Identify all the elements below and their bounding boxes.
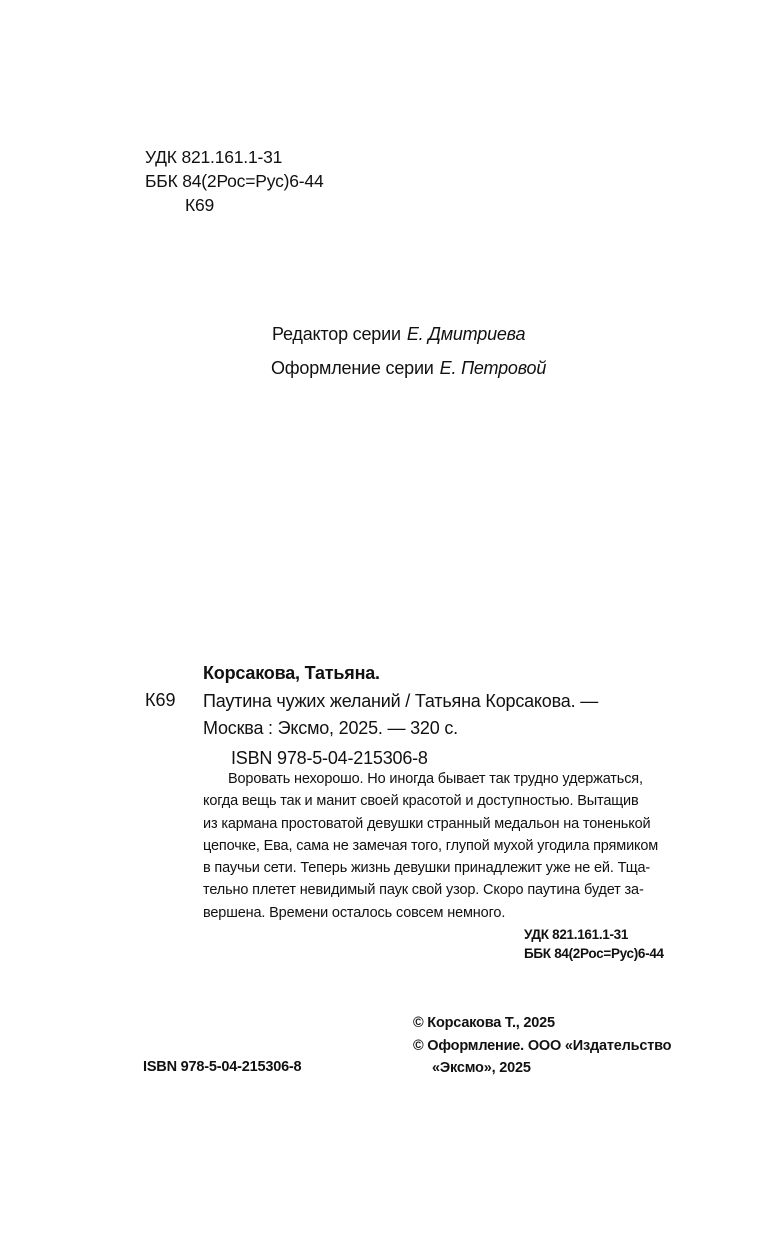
- top-classification: [145, 145, 324, 217]
- annotation: [203, 768, 689, 924]
- annotation-line: из кармана простоватой девушки странный медальон на тоненькой: [203, 815, 651, 832]
- annotation-line: тельно плетет невидимый паук свой узор. Скоро паутина будет за-: [203, 882, 644, 899]
- bottom-bbk-code: ББК 84(2Рос=Рус)6-44: [524, 946, 664, 961]
- annotation-line: когда вещь так и манит своей красотой и доступностью. Вытащив: [203, 793, 639, 810]
- isbn-number: ISBN 978-5-04-215306-8: [143, 1059, 302, 1075]
- editor-label: Редактор серии: [272, 324, 401, 344]
- annotation-line: цепочке, Ева, сама не замечая того, глупой мухой угодила прямиком: [203, 837, 659, 854]
- udk-code: УДК 821.161.1-31: [145, 147, 283, 167]
- design-label: Оформление серии: [271, 358, 434, 378]
- copyright-design: © Оформление. ООО «Издательство: [413, 1037, 672, 1054]
- bottom-udk-code: УДК 821.161.1-31: [524, 927, 629, 942]
- series-credits: [272, 317, 546, 385]
- copyright-block: [413, 1012, 671, 1080]
- bottom-classification: [524, 925, 664, 963]
- bbk-code: ББК 84(2Рос=Рус)6-44: [145, 171, 324, 191]
- record-isbn: ISBN 978-5-04-215306-8: [231, 748, 428, 768]
- design-name: Е. Петровой: [439, 358, 547, 378]
- record-author-sign: К69: [145, 690, 176, 710]
- editor-name: Е. Дмитриева: [406, 324, 526, 344]
- title-line: Паутина чужих желаний / Татьяна Корсакова. —: [203, 691, 598, 711]
- editor-credit: [272, 317, 546, 351]
- copyright-author: © Корсакова Т., 2025: [413, 1015, 555, 1031]
- author-sign: К69: [185, 195, 215, 215]
- author-heading: Корсакова, Татьяна.: [203, 663, 380, 683]
- annotation-line: вершена. Времени осталось совсем немного.: [203, 904, 506, 921]
- copyright-publisher: «Эксмо», 2025: [432, 1060, 531, 1076]
- annotation-line: Воровать нехорошо. Но иногда бывает так трудно удержаться,: [228, 771, 643, 787]
- design-credit: [271, 351, 546, 385]
- annotation-line: в паучьи сети. Теперь жизнь девушки принадлежит уже не ей. Тща-: [203, 860, 651, 877]
- publication-line: Москва : Эксмо, 2025. — 320 с.: [203, 718, 458, 738]
- bibliographic-record: [203, 688, 693, 772]
